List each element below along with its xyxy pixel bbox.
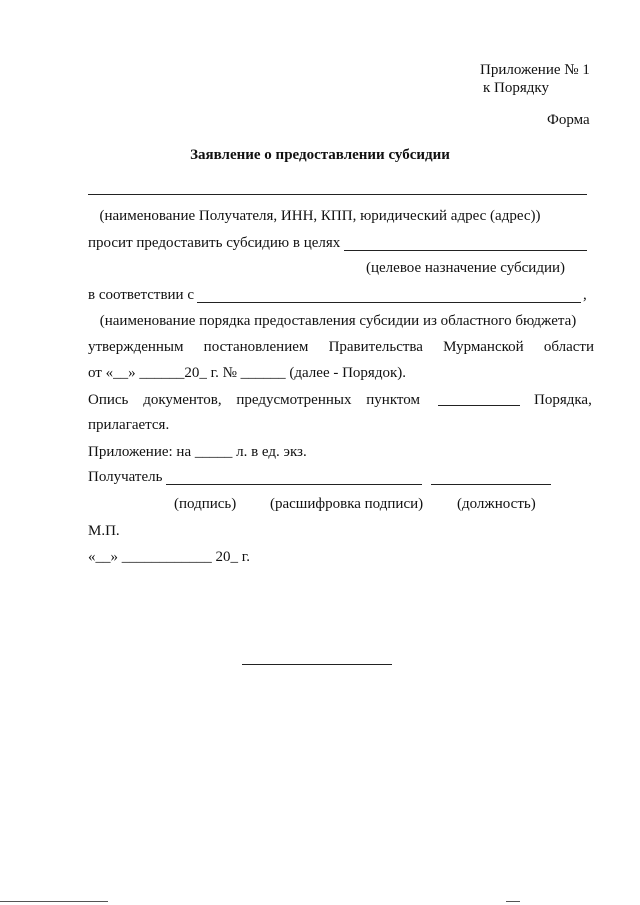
- procedure-caption: (наименование порядка предоставления субсидии из областного бюджета): [99, 313, 577, 329]
- signature-caption: (подпись): [174, 496, 237, 512]
- form-label: Форма: [547, 112, 590, 128]
- approved-word: Мурманской: [443, 339, 524, 355]
- approved-word: утвержденным: [88, 339, 184, 355]
- recipient-label: Получатель: [88, 469, 163, 485]
- signature-blank-line: [166, 484, 422, 485]
- inventory-word: пунктом: [366, 392, 420, 408]
- appendix-count: Приложение: на _____ л. в ед. экз.: [88, 444, 307, 460]
- scan-edge-mark: [506, 901, 520, 902]
- position-caption: (должность): [457, 496, 536, 512]
- inventory-line: [88, 392, 420, 409]
- inventory-word: Опись: [88, 392, 129, 408]
- approved-line: [88, 339, 594, 356]
- resolution-date-line: от «__» ______20_ г. № ______ (далее - Порядок).: [88, 365, 406, 381]
- accordance-prefix: в соответствии с: [88, 287, 194, 303]
- appendix-number: Приложение № 1: [480, 62, 590, 78]
- closing-rule: [242, 664, 392, 665]
- position-blank-line: [431, 484, 551, 485]
- appendix-reference: к Порядку: [483, 80, 549, 96]
- seal-placeholder: М.П.: [88, 523, 120, 539]
- document-title: Заявление о предоставлении субсидии: [190, 147, 450, 163]
- signature-decoding-caption: (расшифровка подписи): [270, 496, 424, 512]
- inventory-word: предусмотренных: [236, 392, 352, 408]
- clause-number-blank: [438, 405, 520, 406]
- approved-word: области: [543, 339, 594, 355]
- recipient-caption: (наименование Получателя, ИНН, КПП, юридический адрес (адрес)): [99, 208, 541, 224]
- inventory-tail: Порядка,: [534, 392, 592, 408]
- requests-prefix: просит предоставить субсидию в целях: [88, 235, 341, 251]
- accordance-comma: ,: [583, 287, 587, 303]
- purpose-caption: (целевое назначение субсидии): [366, 260, 566, 276]
- accordance-blank-line: [197, 302, 581, 303]
- approved-word: Правительства: [328, 339, 423, 355]
- final-date-line: «__» ____________ 20_ г.: [88, 549, 250, 565]
- attached-text: прилагается.: [88, 417, 170, 433]
- approved-word: постановлением: [203, 339, 309, 355]
- purpose-blank-line: [344, 250, 587, 251]
- scan-edge-line: [0, 901, 108, 902]
- recipient-blank-line: [88, 194, 587, 195]
- inventory-word: документов,: [143, 392, 222, 408]
